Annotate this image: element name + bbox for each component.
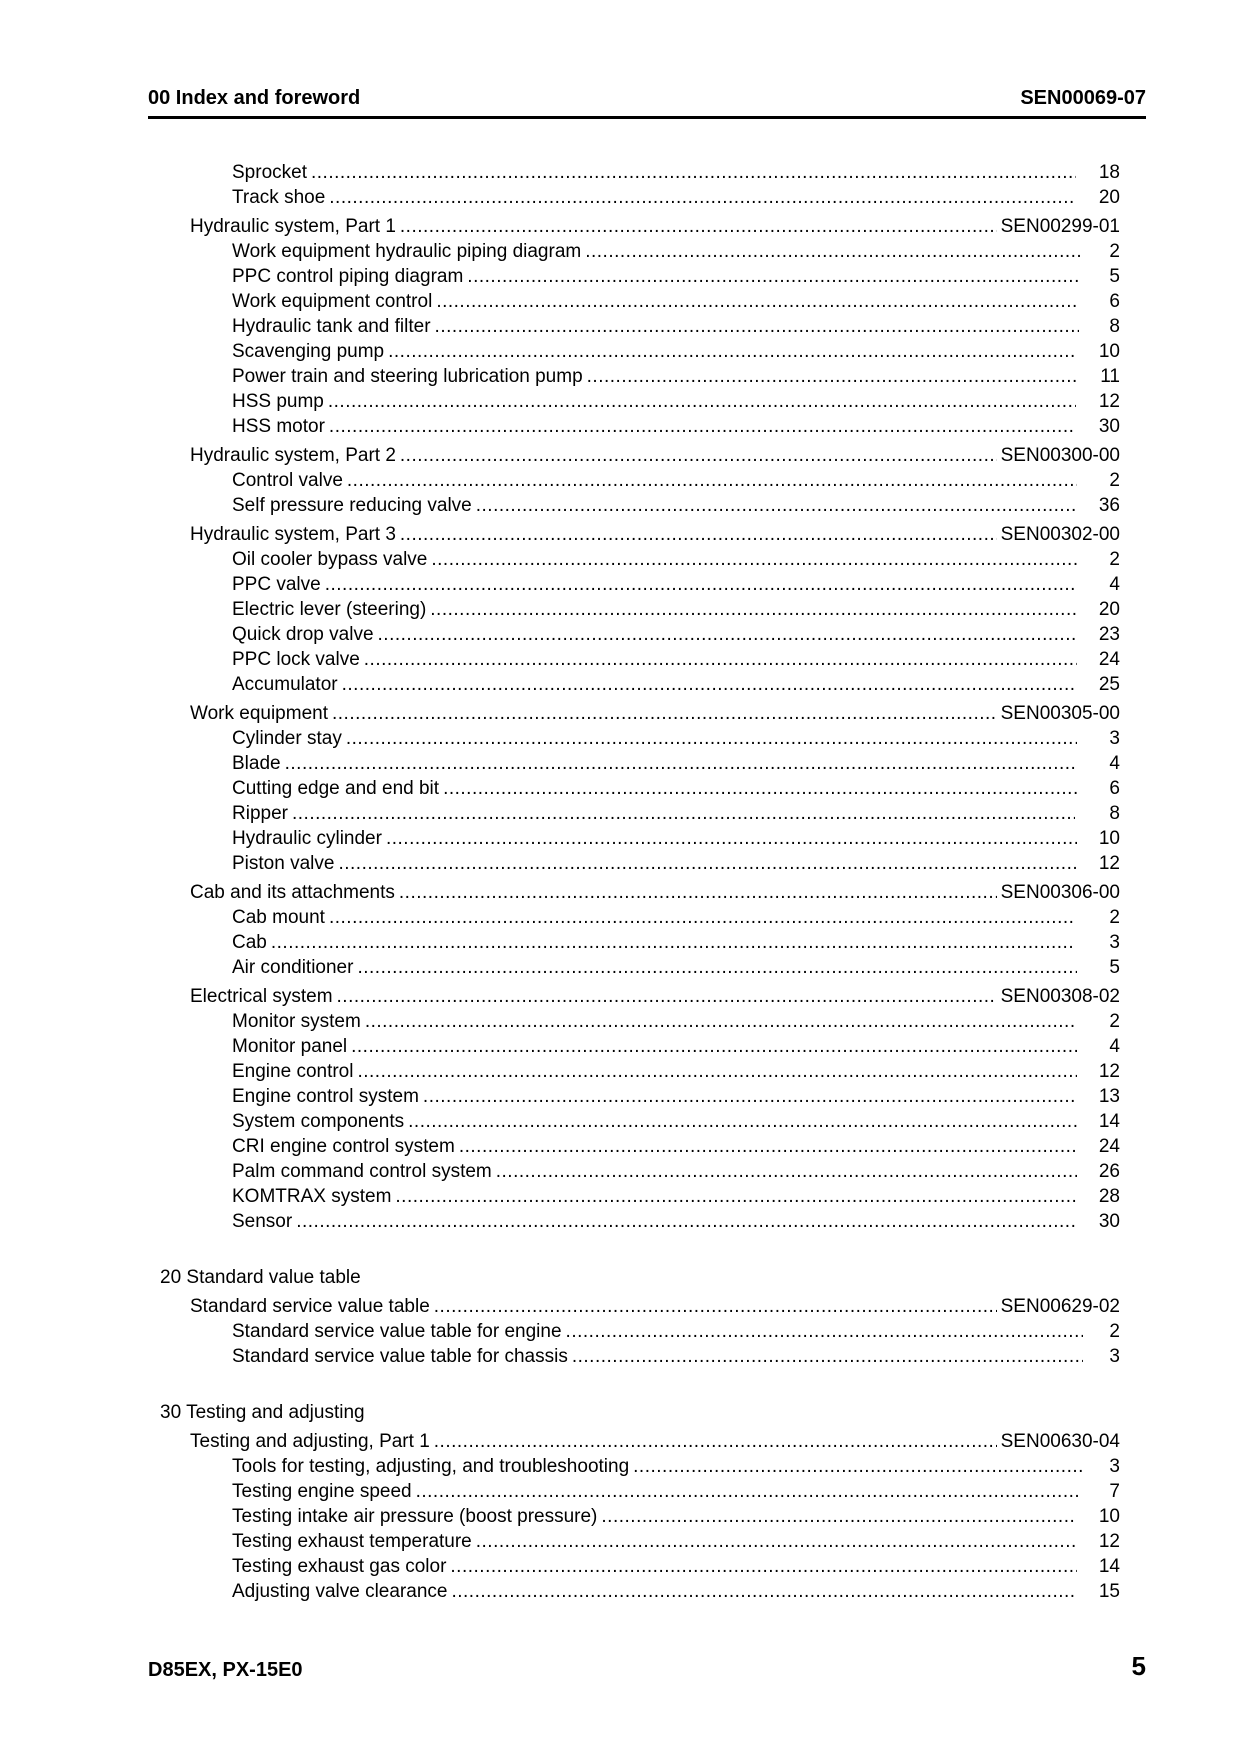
leader-dots [434, 1294, 997, 1319]
toc-entry [160, 414, 1120, 439]
toc-entry-title: Sensor [232, 1211, 293, 1232]
leader-dots [296, 1209, 1075, 1234]
leader-dots [311, 160, 1076, 185]
toc-group-code: SEN00308-02 [1000, 986, 1120, 1007]
toc-entry [160, 160, 1120, 185]
toc-entry-title: Monitor system [232, 1011, 361, 1032]
toc-entry-page: 3 [1109, 1456, 1120, 1477]
leader-dots [285, 751, 1076, 776]
toc-entry-page: 12 [1098, 391, 1120, 412]
section-heading [160, 1260, 1120, 1290]
toc-entry-title: Cab [232, 932, 267, 953]
toc-entry [160, 1554, 1120, 1579]
leader-dots [351, 1034, 1077, 1059]
toc-entry-title: PPC valve [232, 574, 321, 595]
toc-entry-title: Testing exhaust temperature [232, 1531, 472, 1552]
toc-entry-page: 10 [1098, 1506, 1120, 1527]
section-heading [160, 1395, 1120, 1425]
leader-dots [451, 1579, 1076, 1604]
leader-dots [467, 264, 1080, 289]
leader-dots [436, 289, 1079, 314]
toc-entry-title: Cutting edge and end bit [232, 778, 440, 799]
toc-entry-page: 8 [1109, 803, 1120, 824]
toc-entry-title: PPC control piping diagram [232, 266, 464, 287]
section-spacer [160, 1234, 1120, 1260]
toc-entry [160, 1059, 1120, 1084]
toc-entry-page: 12 [1098, 1531, 1120, 1552]
toc-entry-page: 5 [1109, 266, 1120, 287]
toc-entry [160, 185, 1120, 210]
toc-entry [160, 1184, 1120, 1209]
leader-dots [365, 1009, 1078, 1034]
header-rule [148, 116, 1146, 119]
toc-entry-title: Engine control system [232, 1086, 419, 1107]
toc-entry [160, 930, 1120, 955]
toc-entry-title: HSS motor [232, 416, 325, 437]
toc-entry-page: 2 [1109, 1321, 1120, 1342]
toc-group [160, 697, 1120, 726]
toc-entry-title: Standard service value table for engine [232, 1321, 562, 1342]
leader-dots [566, 1319, 1084, 1344]
section-spacer [160, 1369, 1120, 1395]
toc-group [160, 876, 1120, 905]
toc-entry-page: 36 [1098, 495, 1120, 516]
page-number: 5 [1131, 1651, 1146, 1681]
leader-dots [325, 572, 1077, 597]
leader-dots [476, 493, 1077, 518]
toc-entry [160, 622, 1120, 647]
toc-entry-page: 25 [1098, 674, 1120, 695]
section-heading-text: 20 Standard value table [160, 1267, 361, 1288]
toc-group-code: SEN00300-00 [1000, 445, 1120, 466]
toc-entry-title: Oil cooler bypass valve [232, 549, 428, 570]
toc-group [160, 210, 1120, 239]
toc-entry [160, 751, 1120, 776]
leader-dots [416, 1479, 1079, 1504]
toc-entry [160, 364, 1120, 389]
toc-entry [160, 955, 1120, 980]
toc-entry-title: Palm command control system [232, 1161, 492, 1182]
toc-entry-title: Power train and steering lubrication pump [232, 366, 583, 387]
toc-entry-page: 12 [1098, 853, 1120, 874]
leader-dots [434, 1429, 997, 1454]
leader-dots [443, 776, 1080, 801]
leader-dots [378, 622, 1077, 647]
toc-entry [160, 314, 1120, 339]
toc-entry-title: Standard service value table for chassis [232, 1346, 568, 1367]
leader-dots [395, 1184, 1076, 1209]
leader-dots [400, 443, 997, 468]
leader-dots [431, 547, 1079, 572]
toc-group-title: Testing and adjusting, Part 1 [190, 1431, 430, 1452]
toc-entry-title: Work equipment control [232, 291, 433, 312]
leader-dots [271, 930, 1075, 955]
toc-entry [160, 1504, 1120, 1529]
leader-dots [400, 522, 997, 547]
toc-entry-title: Accumulator [232, 674, 338, 695]
toc-entry [160, 801, 1120, 826]
toc-entry-page: 30 [1098, 1211, 1120, 1232]
toc-group-title: Hydraulic system, Part 3 [190, 524, 396, 545]
toc-entry-page: 2 [1109, 1011, 1120, 1032]
toc-entry-title: Ripper [232, 803, 288, 824]
toc-entry [160, 672, 1120, 697]
toc-group-title: Work equipment [190, 703, 328, 724]
toc-entry-page: 26 [1098, 1161, 1120, 1182]
toc-entry [160, 647, 1120, 672]
toc-group-title: Hydraulic system, Part 1 [190, 216, 396, 237]
toc-entry-page: 8 [1109, 316, 1120, 337]
toc-group [160, 518, 1120, 547]
leader-dots [386, 826, 1077, 851]
leader-dots [329, 414, 1077, 439]
toc-entry-page: 14 [1098, 1556, 1120, 1577]
toc-group-code: SEN00302-00 [1000, 524, 1120, 545]
toc-entry-title: Track shoe [232, 187, 326, 208]
toc-entry [160, 1009, 1120, 1034]
leader-dots [342, 672, 1077, 697]
toc-entry-page: 20 [1098, 187, 1120, 208]
toc-entry-page: 2 [1109, 549, 1120, 570]
leader-dots [476, 1529, 1077, 1554]
toc-entry [160, 1344, 1120, 1369]
toc-entry [160, 1579, 1120, 1604]
toc-entry-page: 14 [1098, 1111, 1120, 1132]
toc-entry [160, 905, 1120, 930]
page-footer [148, 1652, 1146, 1682]
leader-dots [585, 239, 1083, 264]
toc-entry [160, 572, 1120, 597]
toc-entry [160, 493, 1120, 518]
toc-entry-title: Air conditioner [232, 957, 354, 978]
toc-entry-title: Self pressure reducing valve [232, 495, 472, 516]
toc-entry [160, 1084, 1120, 1109]
toc-entry-title: Testing exhaust gas color [232, 1556, 447, 1577]
toc-entry-title: Cab mount [232, 907, 325, 928]
leader-dots [430, 597, 1077, 622]
toc-entry-title: Quick drop valve [232, 624, 374, 645]
toc-entry-page: 2 [1109, 907, 1120, 928]
toc-group-title: Electrical system [190, 986, 333, 1007]
toc-entry [160, 239, 1120, 264]
header-document-code: SEN00069-07 [1020, 87, 1146, 109]
toc-group [160, 439, 1120, 468]
toc-entry-page: 13 [1098, 1086, 1120, 1107]
toc-entry [160, 468, 1120, 493]
leader-dots [450, 1554, 1076, 1579]
leader-dots [633, 1454, 1085, 1479]
leader-dots [423, 1084, 1077, 1109]
toc-entry-page: 20 [1098, 599, 1120, 620]
toc-group-title: Hydraulic system, Part 2 [190, 445, 396, 466]
toc-entry-page: 30 [1098, 416, 1120, 437]
toc-entry-title: CRI engine control system [232, 1136, 455, 1157]
toc-entry-page: 18 [1098, 162, 1120, 183]
toc-entry-page: 4 [1109, 574, 1120, 595]
toc-entry [160, 1159, 1120, 1184]
toc-entry-title: Control valve [232, 470, 343, 491]
leader-dots [328, 389, 1077, 414]
toc-entry-title: Sprocket [232, 162, 307, 183]
toc-entry [160, 826, 1120, 851]
toc-entry [160, 1319, 1120, 1344]
toc-entry-page: 10 [1098, 828, 1120, 849]
toc-group-code: SEN00630-04 [1000, 1431, 1120, 1452]
toc-entry [160, 1529, 1120, 1554]
leader-dots [332, 701, 997, 726]
toc-entry [160, 339, 1120, 364]
toc-entry [160, 289, 1120, 314]
toc-entry-page: 7 [1109, 1481, 1120, 1502]
toc-entry-title: Hydraulic tank and filter [232, 316, 431, 337]
toc-entry-title: Scavenging pump [232, 341, 385, 362]
toc-entry-page: 2 [1109, 241, 1120, 262]
toc-entry-page: 23 [1098, 624, 1120, 645]
leader-dots [572, 1344, 1083, 1369]
toc-entry [160, 1454, 1120, 1479]
leader-dots [364, 647, 1077, 672]
leader-dots [329, 185, 1076, 210]
toc-entry-title: Piston valve [232, 853, 335, 874]
toc-entry-page: 12 [1098, 1061, 1120, 1082]
section-heading-text: 30 Testing and adjusting [160, 1402, 365, 1423]
toc-entry-page: 6 [1109, 291, 1120, 312]
toc-entry-title: System components [232, 1111, 405, 1132]
toc-group [160, 1425, 1120, 1454]
toc-entry-title: Work equipment hydraulic piping diagram [232, 241, 582, 262]
toc-entry [160, 1209, 1120, 1234]
table-of-contents [160, 160, 1120, 1604]
leader-dots [292, 801, 1075, 826]
page-header [148, 82, 1146, 110]
leader-dots [357, 1059, 1076, 1084]
leader-dots [388, 339, 1077, 364]
toc-entry-title: PPC lock valve [232, 649, 360, 670]
toc-entry [160, 1034, 1120, 1059]
leader-dots [435, 314, 1080, 339]
toc-entry-page: 11 [1100, 366, 1120, 387]
toc-entry-title: Tools for testing, adjusting, and troubleshooting [232, 1456, 630, 1477]
toc-entry-page: 2 [1109, 470, 1120, 491]
toc-entry-title: Blade [232, 753, 281, 774]
toc-group-code: SEN00299-01 [1000, 216, 1120, 237]
toc-entry [160, 776, 1120, 801]
toc-entry-page: 3 [1109, 1346, 1120, 1367]
toc-entry [160, 597, 1120, 622]
leader-dots [496, 1159, 1077, 1184]
toc-entry-page: 15 [1098, 1581, 1120, 1602]
toc-entry-title: Monitor panel [232, 1036, 348, 1057]
toc-entry-page: 24 [1098, 649, 1120, 670]
toc-group [160, 1290, 1120, 1319]
toc-group-code: SEN00305-00 [1000, 703, 1120, 724]
leader-dots [601, 1504, 1076, 1529]
toc-entry-title: Adjusting valve clearance [232, 1581, 448, 1602]
toc-entry-title: KOMTRAX system [232, 1186, 392, 1207]
toc-entry-title: Electric lever (steering) [232, 599, 427, 620]
toc-group-code: SEN00306-00 [1000, 882, 1120, 903]
footer-model: D85EX, PX-15E0 [148, 1659, 303, 1681]
toc-group [160, 980, 1120, 1009]
toc-group-title: Standard service value table [190, 1296, 430, 1317]
toc-entry [160, 851, 1120, 876]
leader-dots [357, 955, 1077, 980]
toc-entry-page: 5 [1109, 957, 1120, 978]
toc-entry-title: Hydraulic cylinder [232, 828, 382, 849]
toc-entry [160, 1479, 1120, 1504]
toc-entry [160, 1134, 1120, 1159]
leader-dots [459, 1134, 1077, 1159]
toc-group-title: Cab and its attachments [190, 882, 395, 903]
leader-dots [587, 364, 1079, 389]
toc-entry-page: 3 [1109, 728, 1120, 749]
toc-entry [160, 389, 1120, 414]
toc-entry-title: HSS pump [232, 391, 324, 412]
toc-entry [160, 547, 1120, 572]
leader-dots [337, 984, 997, 1009]
leader-dots [399, 880, 997, 905]
leader-dots [408, 1109, 1077, 1134]
toc-entry [160, 726, 1120, 751]
leader-dots [400, 214, 997, 239]
toc-entry-page: 4 [1109, 1036, 1120, 1057]
toc-entry-title: Engine control [232, 1061, 354, 1082]
toc-entry [160, 1109, 1120, 1134]
toc-entry-page: 3 [1109, 932, 1120, 953]
toc-entry [160, 264, 1120, 289]
toc-entry-page: 28 [1098, 1186, 1120, 1207]
header-section-title: 00 Index and foreword [148, 87, 361, 109]
leader-dots [346, 726, 1077, 751]
toc-entry-page: 4 [1109, 753, 1120, 774]
leader-dots [329, 905, 1076, 930]
toc-entry-page: 6 [1109, 778, 1120, 799]
toc-group-code: SEN00629-02 [1000, 1296, 1120, 1317]
toc-entry-title: Testing intake air pressure (boost pressure) [232, 1506, 598, 1527]
leader-dots [347, 468, 1077, 493]
toc-entry-page: 10 [1098, 341, 1120, 362]
toc-entry-title: Testing engine speed [232, 1481, 412, 1502]
toc-entry-title: Cylinder stay [232, 728, 342, 749]
leader-dots [338, 851, 1076, 876]
toc-entry-page: 24 [1098, 1136, 1120, 1157]
